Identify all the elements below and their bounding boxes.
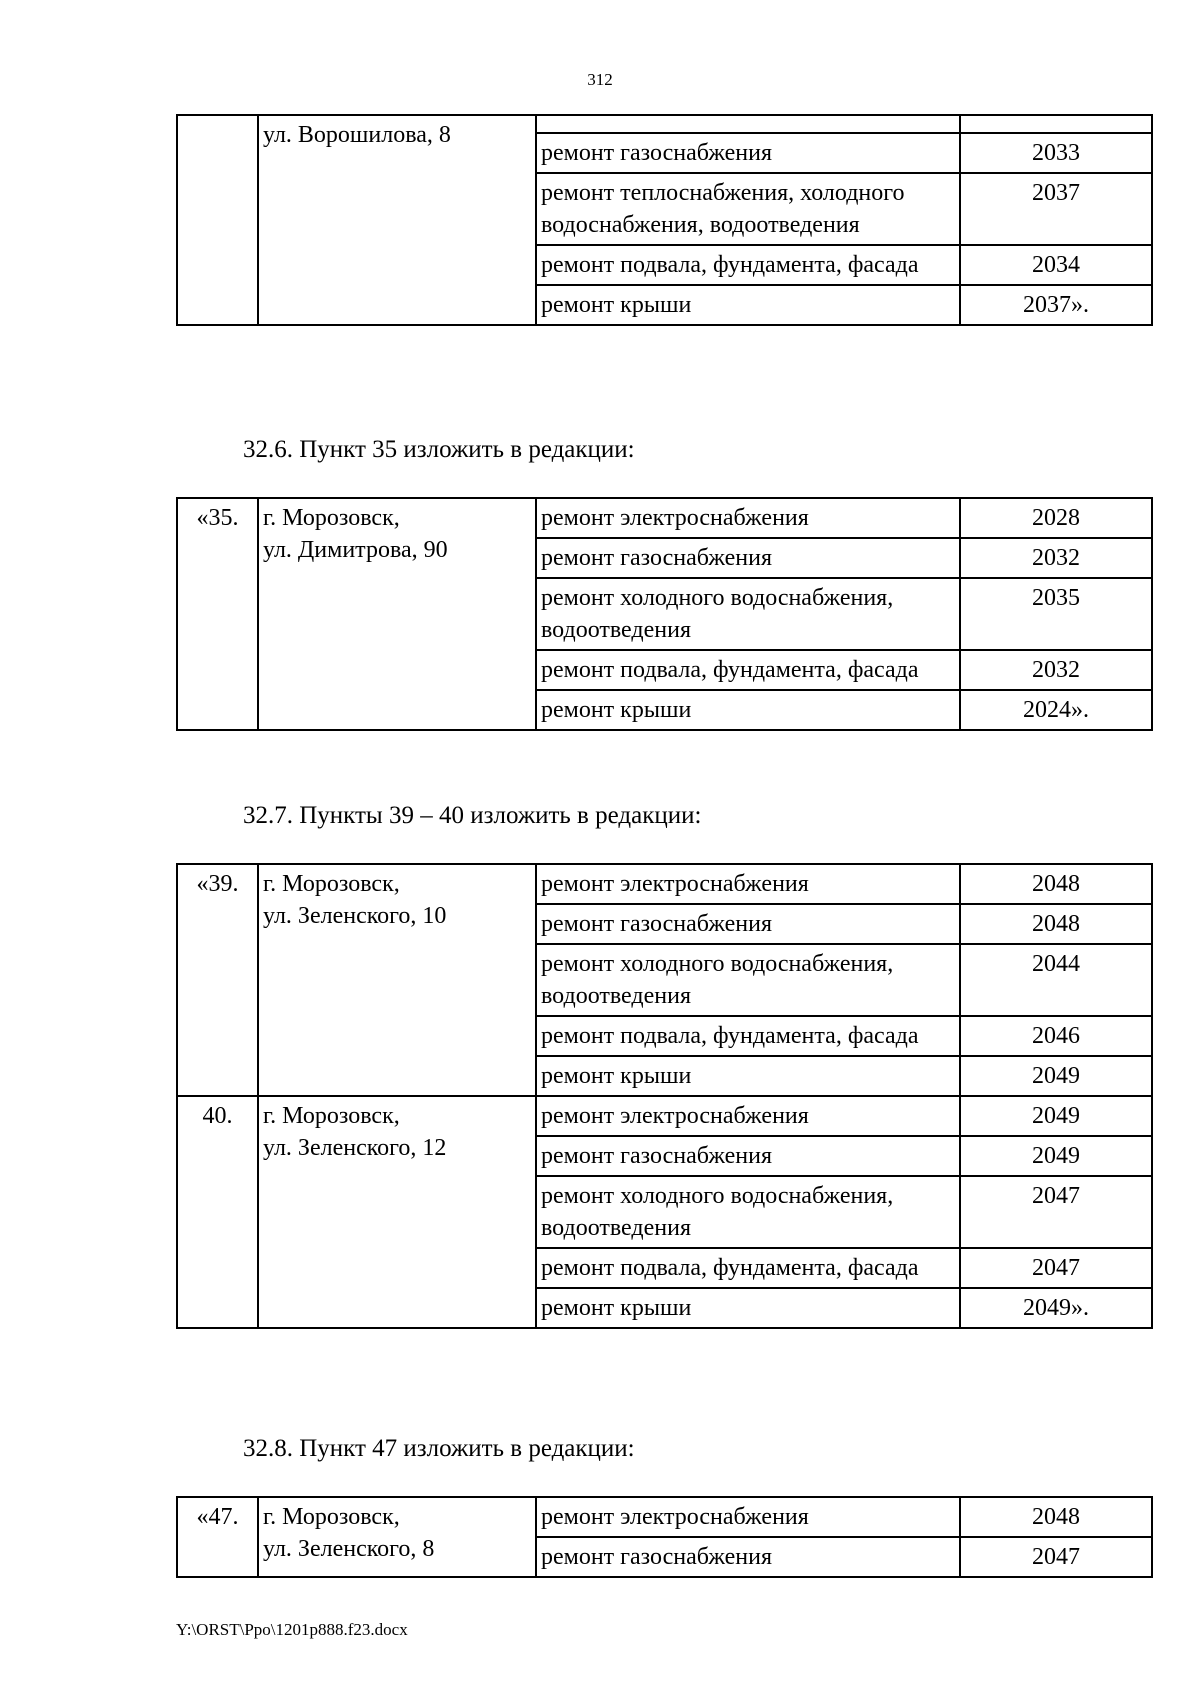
address-line: г. Морозовск, bbox=[263, 1103, 400, 1129]
repair-work-cell: ремонт газоснабжения bbox=[536, 904, 960, 944]
planned-year-cell: 2033 bbox=[960, 133, 1152, 173]
planned-year-cell: 2037 bbox=[960, 173, 1152, 245]
repair-work-cell: ремонт электроснабжения bbox=[536, 1497, 960, 1537]
repair-work-cell: ремонт газоснабжения bbox=[536, 1136, 960, 1176]
repair-work-cell: ремонт подвала, фундамента, фасада bbox=[536, 1016, 960, 1056]
table-row bbox=[177, 498, 1152, 538]
repair-work-cell: ремонт крыши bbox=[536, 285, 960, 325]
empty-cell bbox=[536, 115, 960, 133]
repair-work-cell: ремонт крыши bbox=[536, 690, 960, 730]
address-cell bbox=[258, 1096, 536, 1328]
item-number-cell bbox=[177, 115, 258, 325]
planned-year-cell: 2048 bbox=[960, 904, 1152, 944]
planned-year-cell: 2047 bbox=[960, 1537, 1152, 1577]
address-line: ул. Димитрова, 90 bbox=[263, 537, 448, 563]
address-cell bbox=[258, 115, 536, 325]
address-line: ул. Зеленского, 8 bbox=[263, 1536, 435, 1562]
planned-year-cell: 2032 bbox=[960, 650, 1152, 690]
planned-year-cell: 2024». bbox=[960, 690, 1152, 730]
repair-work-cell: ремонт электроснабжения bbox=[536, 864, 960, 904]
planned-year-cell: 2047 bbox=[960, 1176, 1152, 1248]
address-cell bbox=[258, 1497, 536, 1577]
planned-year-cell: 2046 bbox=[960, 1016, 1152, 1056]
planned-year-cell: 2037». bbox=[960, 285, 1152, 325]
address-line: ул. Ворошилова, 8 bbox=[263, 122, 451, 148]
planned-year-cell: 2034 bbox=[960, 245, 1152, 285]
item-number-cell: 40. bbox=[177, 1096, 258, 1328]
repair-work-cell: ремонт холодного водоснабжения, водоотведения bbox=[536, 578, 960, 650]
planned-year-cell: 2035 bbox=[960, 578, 1152, 650]
planned-year-cell: 2044 bbox=[960, 944, 1152, 1016]
planned-year-cell: 2028 bbox=[960, 498, 1152, 538]
repair-schedule-table bbox=[176, 114, 1153, 326]
repair-work-cell: ремонт газоснабжения bbox=[536, 1537, 960, 1577]
repair-work-cell: ремонт подвала, фундамента, фасада bbox=[536, 650, 960, 690]
file-path-footer: Y:\ORST\Ppo\1201p888.f23.docx bbox=[176, 1620, 408, 1639]
address-line: г. Морозовск, bbox=[263, 871, 400, 897]
address-line: ул. Зеленского, 12 bbox=[263, 1135, 447, 1161]
table-row bbox=[177, 1096, 1152, 1136]
repair-work-cell: ремонт крыши bbox=[536, 1056, 960, 1096]
empty-cell bbox=[960, 115, 1152, 133]
planned-year-cell: 2049 bbox=[960, 1056, 1152, 1096]
address-line: г. Морозовск, bbox=[263, 505, 400, 531]
planned-year-cell: 2047 bbox=[960, 1248, 1152, 1288]
repair-work-cell: ремонт электроснабжения bbox=[536, 498, 960, 538]
address-line: г. Морозовск, bbox=[263, 1504, 400, 1530]
amendment-paragraph: 32.7. Пункты 39 – 40 изложить в редакции: bbox=[243, 802, 702, 829]
address-cell bbox=[258, 498, 536, 730]
repair-work-cell: ремонт подвала, фундамента, фасада bbox=[536, 245, 960, 285]
repair-work-cell: ремонт газоснабжения bbox=[536, 538, 960, 578]
address-cell bbox=[258, 864, 536, 1096]
repair-work-cell: ремонт газоснабжения bbox=[536, 133, 960, 173]
repair-work-cell: ремонт теплоснабжения, холодного водоснабжения, водоотведения bbox=[536, 173, 960, 245]
repair-work-cell: ремонт холодного водоснабжения, водоотведения bbox=[536, 944, 960, 1016]
repair-schedule-table bbox=[176, 1496, 1153, 1578]
repair-work-cell: ремонт электроснабжения bbox=[536, 1096, 960, 1136]
repair-work-cell: ремонт холодного водоснабжения, водоотведения bbox=[536, 1176, 960, 1248]
table-row bbox=[177, 1497, 1152, 1537]
planned-year-cell: 2048 bbox=[960, 1497, 1152, 1537]
amendment-paragraph: 32.6. Пункт 35 изложить в редакции: bbox=[243, 436, 635, 463]
item-number-cell: «39. bbox=[177, 864, 258, 1096]
repair-work-cell: ремонт крыши bbox=[536, 1288, 960, 1328]
planned-year-cell: 2048 bbox=[960, 864, 1152, 904]
repair-schedule-table bbox=[176, 863, 1153, 1329]
repair-work-cell: ремонт подвала, фундамента, фасада bbox=[536, 1248, 960, 1288]
item-number-cell: «35. bbox=[177, 498, 258, 730]
repair-schedule-table bbox=[176, 497, 1153, 731]
page-number: 312 bbox=[587, 70, 613, 89]
planned-year-cell: 2032 bbox=[960, 538, 1152, 578]
planned-year-cell: 2049». bbox=[960, 1288, 1152, 1328]
table-row bbox=[177, 115, 1152, 133]
amendment-paragraph: 32.8. Пункт 47 изложить в редакции: bbox=[243, 1435, 635, 1462]
item-number-cell: «47. bbox=[177, 1497, 258, 1577]
address-line: ул. Зеленского, 10 bbox=[263, 903, 447, 929]
planned-year-cell: 2049 bbox=[960, 1136, 1152, 1176]
table-row bbox=[177, 864, 1152, 904]
planned-year-cell: 2049 bbox=[960, 1096, 1152, 1136]
